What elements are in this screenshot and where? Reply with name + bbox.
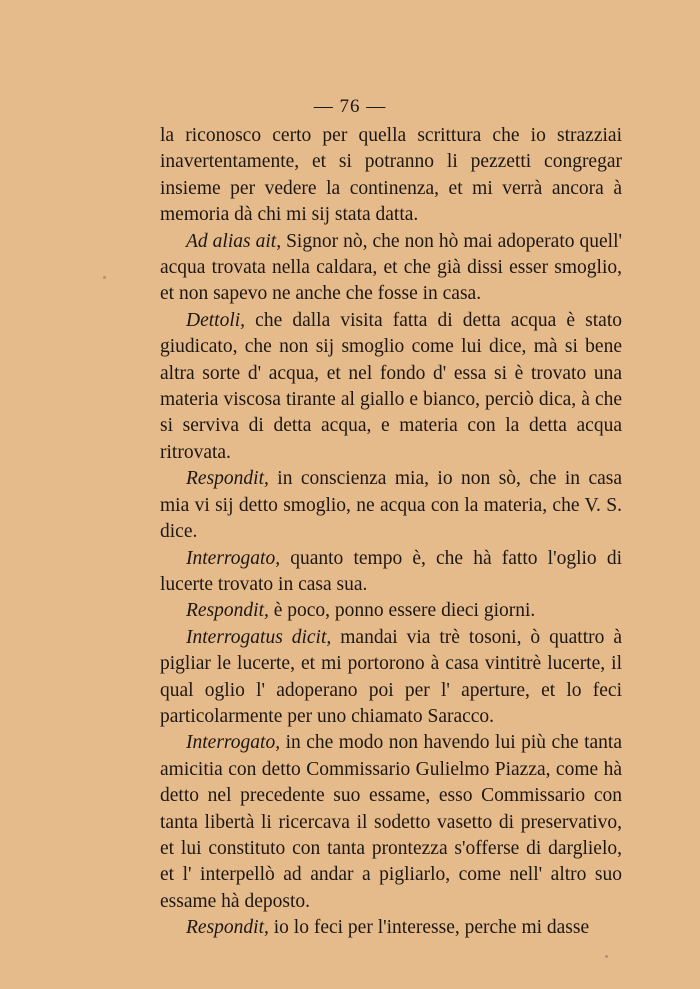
speaker-label: Dettoli, xyxy=(186,309,246,331)
paragraph xyxy=(160,598,622,624)
paper-speck xyxy=(605,955,608,958)
page-number: — 76 — xyxy=(313,96,387,117)
paragraph-text: è poco, ponno essere dieci giorni. xyxy=(268,600,536,622)
paragraph xyxy=(160,466,622,545)
paragraph xyxy=(160,546,622,599)
paragraph-text: Signor nò, che non hò mai adoperato quell' acqua trovata nella caldara, et che già dissi esser smoglio, et non sapevo ne anche che fosse in casa. xyxy=(160,230,623,305)
paragraph-text: in conscienza mia, io non sò, che in casa mia vi sij detto smoglio, ne acqua con la materia, che V. S. dice. xyxy=(160,468,622,543)
paragraph xyxy=(160,730,622,915)
paragraph xyxy=(160,915,622,941)
paragraph xyxy=(160,625,622,731)
speaker-label: Respondit, xyxy=(186,468,269,490)
paragraph-text: quanto tempo è, che hà fatto l'oglio di lucerte trovato in casa sua. xyxy=(160,547,622,595)
speaker-label: Interrogato, xyxy=(186,732,281,754)
speaker-label: Respondit, xyxy=(186,917,269,939)
paragraph-text: mandai via trè tosoni, ò quattro à pigliar le lucerte, et mi portorono à casa vintitrè lucerte, il qual oglio l' adoperano poi per l' aperture, et lo feci particolarmente per uno chiamato Saracco. xyxy=(160,626,622,727)
speaker-label: Interrogatus dicit, xyxy=(186,626,332,648)
paragraph-text: in che modo non havendo lui più che tanta amicitia con detto Commissario Gulielmo Piazza, come hà detto nel precedente suo essame, esso Commissario con tanta libertà li ricercava il sodetto vasetto di preservativo, et lui constituto con tanta prontezza s'offerse di darglielo, et l' interpellò ad andar a pigliarlo, come nell' altro suo essame hà deposto. xyxy=(160,732,622,912)
speaker-label: Ad alias ait, xyxy=(186,230,282,252)
paragraph-text: che dalla visita fatta di detta acqua è stato giudicato, che non sij smoglio come lui dice, mà si bene altra sorte d' acqua, et nel fondo d' essa si è trovato una materia viscosa tirante al giallo e bianco, perciò dica, à che si serviva di detta acqua, e materia con la detta acqua ritrovata. xyxy=(160,309,622,463)
body-text xyxy=(160,123,622,942)
paragraph xyxy=(160,229,622,308)
paragraph xyxy=(160,308,622,466)
paragraph-text: la riconosco certo per quella scrittura che io strazziai inavertentamente, et si potranno li pezzetti congregar insieme per vedere la continenza, et mi verrà ancora à memoria dà chi mi sij stata datta. xyxy=(160,125,622,226)
paragraph xyxy=(160,123,622,229)
speaker-label: Respondit, xyxy=(186,600,269,622)
paper-speck xyxy=(103,276,106,279)
speaker-label: Interrogato, xyxy=(186,547,281,569)
paragraph-text: io lo feci per l'interesse, perche mi dasse xyxy=(268,917,590,939)
